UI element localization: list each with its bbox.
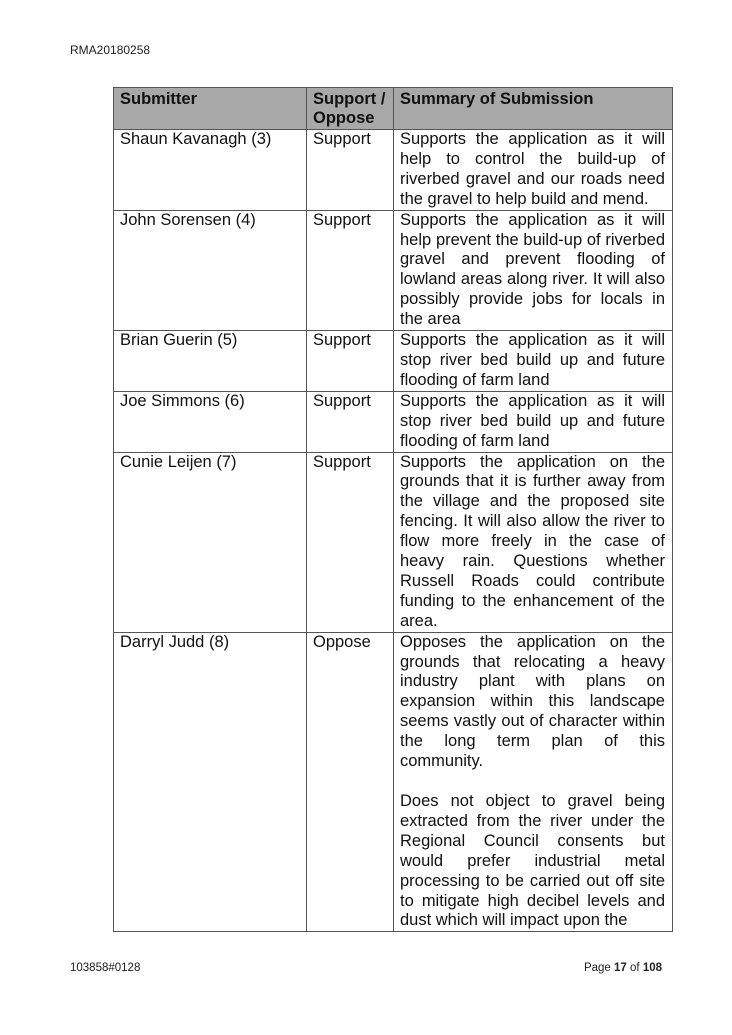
- summary-cell: [394, 130, 673, 211]
- summary-text: Opposes the application on the grounds that relocating a heavy industry plant with plans on expansion within this landscape seems vastly out of character within the long term plan of this community.: [400, 632, 665, 771]
- page-number: 17: [614, 962, 627, 974]
- submissions-table: [113, 87, 673, 932]
- column-header-support-oppose: Support / Oppose: [307, 88, 394, 130]
- summary-text: Supports the application as it will help prevent the build-up of riverbed gravel and prevent flooding of lowland areas along river. It will also possibly provide jobs for locals in the area: [400, 210, 665, 329]
- submitter-cell: Cunie Leijen (7): [114, 452, 307, 632]
- position-cell: Oppose: [307, 632, 394, 932]
- position-cell: Support: [307, 210, 394, 330]
- document-id: 103858#0128: [70, 962, 141, 974]
- table-header-row: [114, 88, 673, 130]
- table-row: [114, 632, 673, 932]
- summary-text: Supports the application as it will stop river bed build up and future flooding of farm land: [400, 331, 665, 389]
- document-reference: RMA20180258: [70, 43, 151, 57]
- column-header-submitter: Submitter: [114, 88, 307, 130]
- submitter-cell: Brian Guerin (5): [114, 331, 307, 392]
- table-row: [114, 130, 673, 211]
- position-cell: Support: [307, 331, 394, 392]
- table-row: [114, 391, 673, 452]
- summary-cell: [394, 632, 673, 932]
- position-cell: Support: [307, 130, 394, 211]
- position-cell: Support: [307, 452, 394, 632]
- submitter-cell: Darryl Judd (8): [114, 632, 307, 932]
- summary-cell: [394, 452, 673, 632]
- summary-text: Supports the application as it will help to control the build-up of riverbed gravel and our roads need the gravel to help build and mend.: [400, 130, 665, 208]
- summary-cell: [394, 391, 673, 452]
- total-pages: 108: [642, 962, 662, 974]
- page-indicator: [584, 962, 662, 974]
- summary-text: Supports the application as it will stop river bed build up and future flooding of farm land: [400, 391, 665, 450]
- submitter-cell: Joe Simmons (6): [114, 391, 307, 452]
- column-header-summary: Summary of Submission: [394, 88, 673, 130]
- table-row: [114, 210, 673, 330]
- page-label: Page: [583, 962, 611, 974]
- summary-text: Does not object to gravel being extracted from the river under the Regional Council consents but would prefer industrial metal processing to be carried out off site to mitigate high decibel levels and dust which will impact upon the: [400, 792, 665, 930]
- summary-text: Supports the application on the grounds that it is further away from the village and the proposed site fencing. It will also allow the river to flow more freely in the case of heavy rain. Questions whether Russell Roads could contribute funding to the enhancement of the area.: [400, 452, 665, 630]
- table-row: [114, 331, 673, 392]
- position-cell: Support: [307, 391, 394, 452]
- table-row: [114, 452, 673, 632]
- submitter-cell: Shaun Kavanagh (3): [114, 130, 307, 211]
- of-label: of: [630, 962, 640, 974]
- submitter-cell: John Sorensen (4): [114, 210, 307, 330]
- summary-cell: [394, 331, 673, 392]
- summary-cell: [394, 210, 673, 330]
